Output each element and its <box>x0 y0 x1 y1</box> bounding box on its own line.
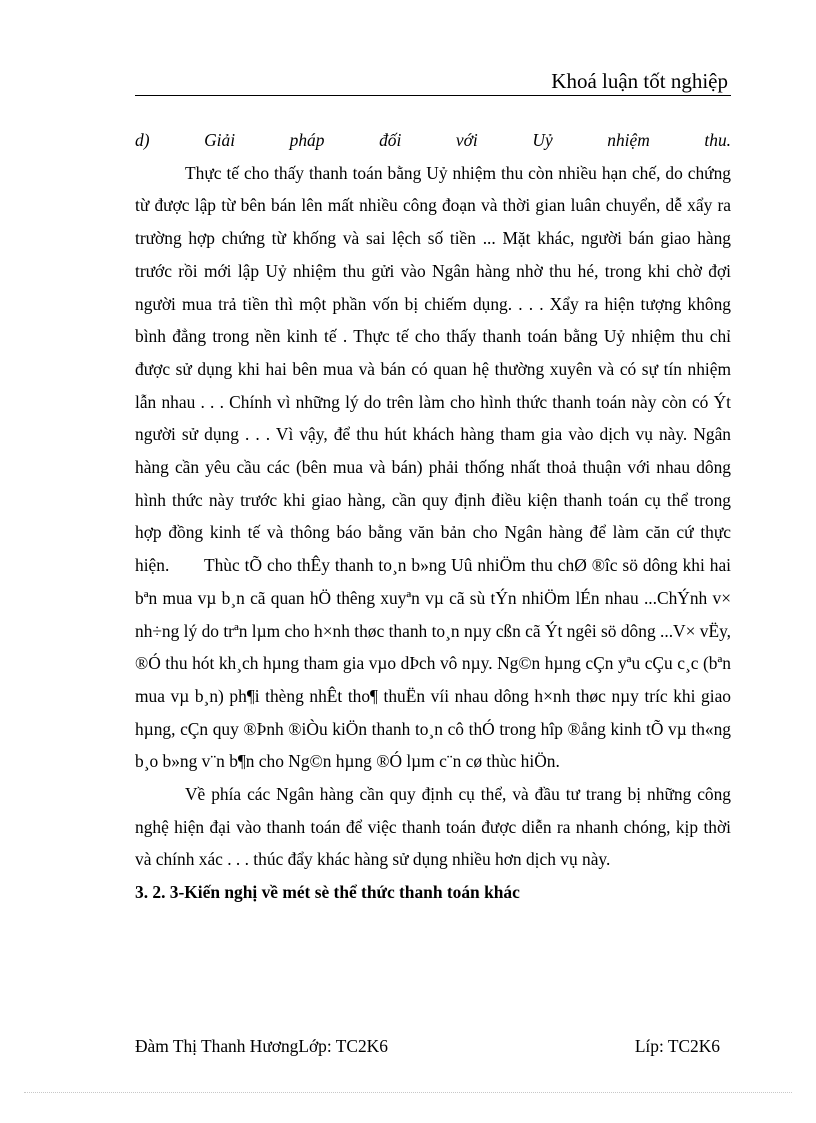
header-title: Khoá luận tốt nghiệp <box>551 69 728 93</box>
footer-class: Líp: TC2K6 <box>634 1036 720 1056</box>
paragraph: Thực tế cho thấy thanh toán bằng Uỷ nhiệm thu còn nhiều hạn chế, do chứng từ được lập từ bên bán lên mất nhiều công đoạn và thời gian luân chuyển, dễ xẩy ra trường hợp chứng từ khống và sai lệch số tiền ... Mặt khác, người bán giao hàng trước rồi mới lập Uỷ nhiệm thu gửi vào Ngân hàng nhờ thu hé, trong khi chờ đợi người mua trả tiền thì một phần vốn bị chiếm dụng. . . . Xẩy ra hiện tượng không bình đẳng trong nền kinh tế . Thực tế cho thấy thanh toán bằng Uỷ nhiệm thu chỉ được sử dụng khi hai bên mua và bán có quan hệ thường xuyên và có sự tín nhiệm lẫn nhau . . . Chính vì những lý do trên làm cho hình thức thanh toán này còn có Ýt người sử dụng . . . Vì vậy, để thu hút khách hàng tham gia vào dịch vụ này. Ngân hàng cần yêu cầu các (bên mua và bán) phải thống nhất thoả thuận với nhau dông hình thức này trước khi giao hàng, cần quy định điều kiện thanh toán cụ thể trong hợp đồng kinh tế và thông báo bằng văn bản cho Ngân hàng để làm căn cứ thực hiện. Thùc tÕ cho thÊy thanh to¸n b»ng Uû nhiÖm thu chØ ®îc sö dông khi hai bªn mua vµ b¸n cã quan hÖ thêng xuyªn vµ cã sù tÝn nhiÖm lÉn nhau ...ChÝnh v× nh÷ng lý do trªn lµm cho h×nh thøc thanh to¸n nµy cßn cã Ýt ngêi sö dông ...V× vËy, ®Ó thu hót kh¸ch hµng tham gia vµo dÞch vô nµy. Ng©n hµng cÇn yªu cÇu c¸c (bªn mua vµ b¸n) ph¶i thèng nhÊt tho¶ thuËn víi nhau dông h×nh thøc nµy tríc khi giao hµng, cÇn quy ®Þnh ®iÒu kiÖn thanh to¸n cô thÓ trong hîp ®ång kinh tÕ vµ th«ng b¸o b»ng v¨n b¶n cho Ng©n hµng ®Ó lµm c¨n cø thùc hiÖn. <box>135 162 731 772</box>
body-text <box>135 124 731 909</box>
header-divider <box>135 95 731 96</box>
page-bottom-divider <box>24 1092 792 1093</box>
subheading-d: d) Giải pháp đối với Uỷ nhiệm thu. <box>135 130 731 150</box>
paragraph: Về phía các Ngân hàng cần quy định cụ thể, và đầu tư trang bị những công nghệ hiện đại vào thanh toán để việc thanh toán được diễn ra nhanh chóng, kịp thời và chính xác . . . thúc đẩy khác hàng sử dụng nhiều hơn dịch vụ này. <box>135 784 731 870</box>
section-heading: 3. 2. 3-Kiến nghị về mét sè thể thức thanh toán khác <box>135 882 520 903</box>
footer-author: Đàm Thị Thanh HươngLớp: TC2K6 <box>135 1036 388 1056</box>
